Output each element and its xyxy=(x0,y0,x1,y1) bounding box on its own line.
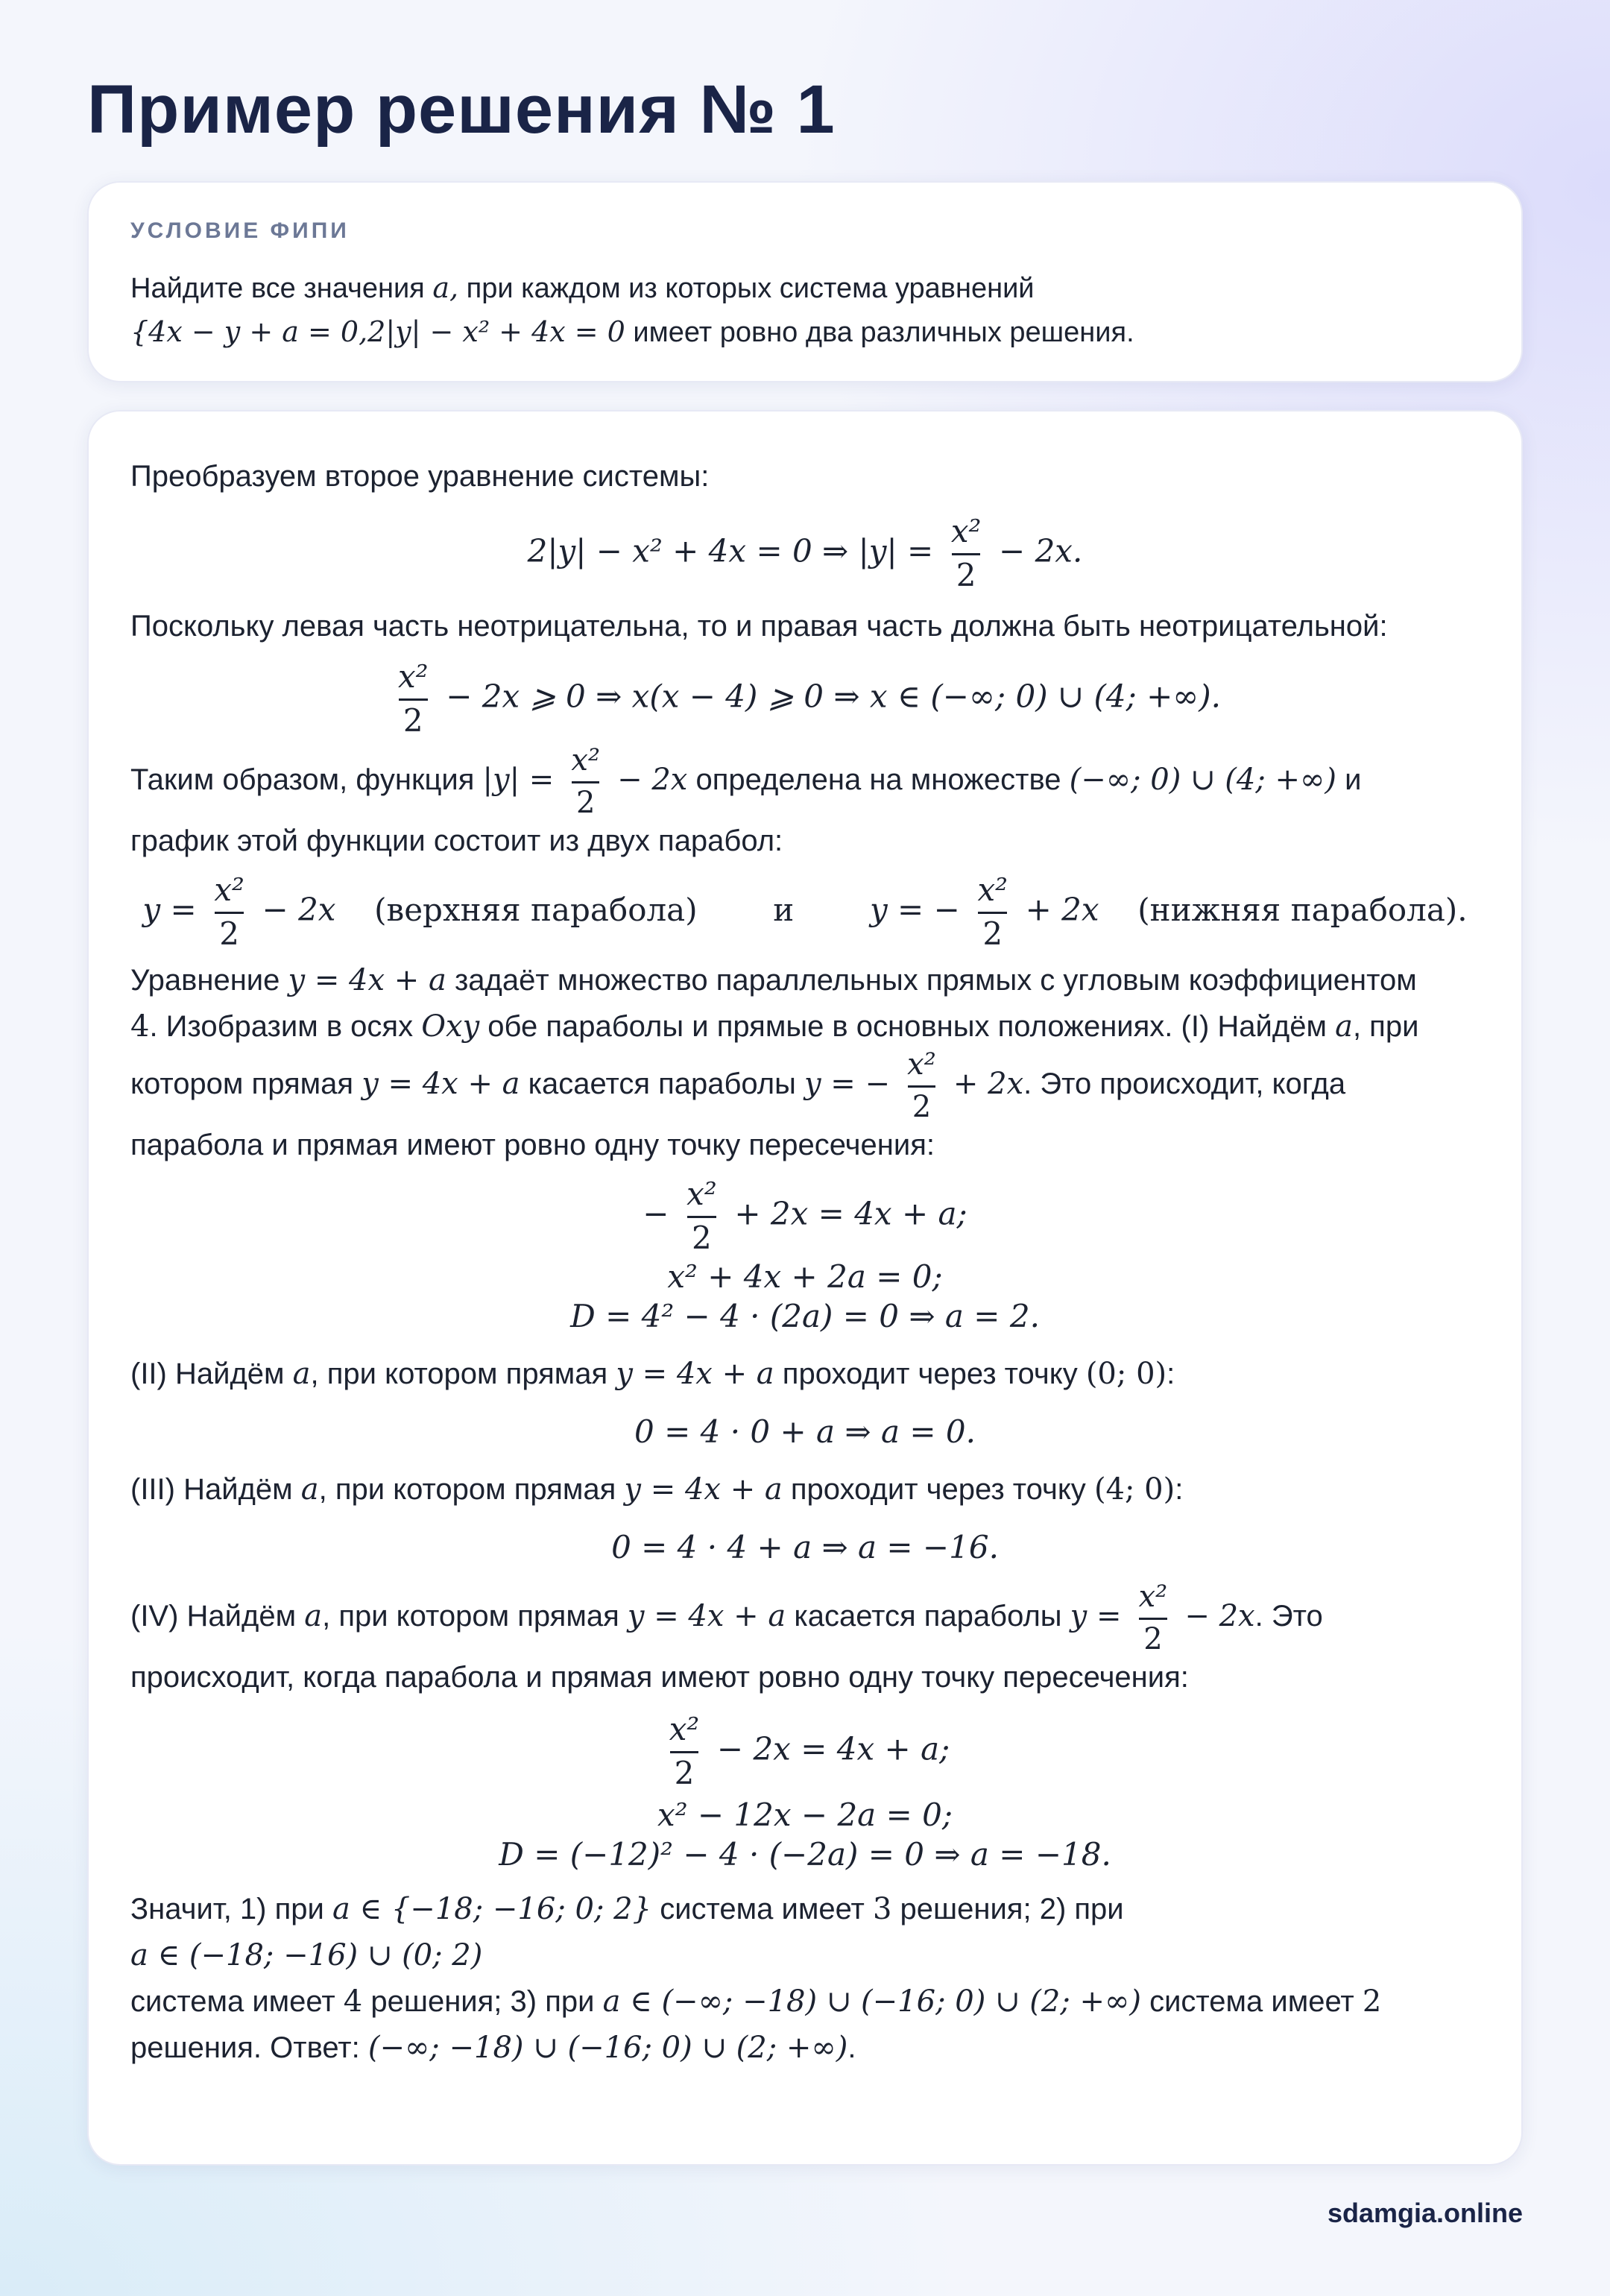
p4-e: , при xyxy=(1352,1010,1419,1043)
p8-m2: 3 xyxy=(872,1892,892,1926)
page-title: Пример решения № 1 xyxy=(87,72,836,148)
eq3-lower: (нижняя парабола). xyxy=(1137,891,1468,928)
p8-d: система имеет xyxy=(130,1985,335,2018)
eq7-2: x² − 12x − 2a = 0; xyxy=(657,1797,953,1833)
p4-m7: + 2x xyxy=(953,1067,1024,1102)
equation-7-3 xyxy=(130,1836,1480,1873)
p4-m1: y = 4x + a xyxy=(288,963,446,997)
eq4-2: x² + 4x + 2a = 0; xyxy=(667,1258,943,1295)
equation-1 xyxy=(130,513,1480,593)
eq5: 0 = 4 · 0 + a ⇒ a = 0. xyxy=(634,1413,976,1450)
p7-d: . Это xyxy=(1254,1600,1323,1633)
solution-p6 xyxy=(130,1466,1480,1513)
fraction-num: x² xyxy=(398,658,429,695)
eq4-1-minus: − xyxy=(643,1195,669,1232)
eq7-1: − 2x = 4x + a; xyxy=(716,1730,950,1767)
fraction-den: 2 xyxy=(399,698,428,737)
condition-text xyxy=(130,266,1480,354)
p4-h: . Это происходит, когда xyxy=(1023,1067,1346,1101)
fraction-den: 2 xyxy=(670,1751,699,1789)
condition-system: {4x − y + a = 0,2|y| − x² + 4x = 0 xyxy=(130,315,625,348)
p4-m3: Oxy xyxy=(421,1009,480,1044)
fraction xyxy=(665,1711,704,1791)
eq1-left: 2|y| − x² + 4x = 0 ⇒ |y| = xyxy=(527,532,934,570)
p8-g: решения. Ответ: xyxy=(130,2031,360,2064)
fraction-den: 2 xyxy=(687,1216,716,1254)
p8-b: система имеет xyxy=(660,1893,865,1926)
fraction xyxy=(973,871,1012,952)
p3-d: график этой функции состоит из двух парабол: xyxy=(130,824,783,857)
fraction-den: 2 xyxy=(1139,1618,1167,1654)
p6-d: : xyxy=(1175,1473,1184,1506)
equation-7-2 xyxy=(130,1797,1480,1833)
p8-h: . xyxy=(847,2031,856,2064)
answer: (−∞; −18) ∪ (−16; 0) ∪ (2; +∞) xyxy=(367,2031,848,2065)
eq7-3: D = (−12)² − 4 · (−2a) = 0 ⇒ a = −18. xyxy=(499,1836,1111,1873)
condition-text-2: при каждом из которых система уравнений xyxy=(466,273,1035,304)
p7-b: , при котором прямая xyxy=(322,1600,619,1633)
solution-p7 xyxy=(130,1582,1480,1700)
eq3-b: + 2x xyxy=(1025,891,1099,928)
p3-a: Таким образом, функция xyxy=(130,763,475,797)
solution-conclusion xyxy=(130,1886,1480,2071)
p6-a: (III) Найдём xyxy=(130,1473,293,1506)
condition-text-1: Найдите все значения xyxy=(130,273,425,304)
solution-p4 xyxy=(130,957,1480,1168)
condition-text-3: имеет ровно два различных решения. xyxy=(633,317,1134,348)
solution-p2: Поскольку левая часть неотрицательна, то и правая часть должна быть неотрицательной: xyxy=(130,610,1388,643)
fraction xyxy=(1134,1582,1172,1654)
p3-b: определена на множестве xyxy=(695,763,1061,797)
site-watermark[interactable]: sdamgia.online xyxy=(1327,2198,1523,2228)
eq2-right: − 2x ⩾ 0 ⇒ x(x − 4) ⩾ 0 ⇒ x ∈ (−∞; 0) ∪ (4; +∞). xyxy=(446,678,1221,715)
eq3-upper: (верхняя парабола) xyxy=(374,891,698,928)
p3-m2: − 2x xyxy=(617,763,688,798)
p5-m3: (0; 0) xyxy=(1085,1357,1167,1391)
p7-m1: a xyxy=(304,1599,323,1634)
solution-p5 xyxy=(130,1351,1480,1397)
p6-b: , при котором прямая xyxy=(318,1473,616,1506)
p4-c: . Изобразим в осях xyxy=(149,1010,414,1043)
p4-m6: y = − xyxy=(804,1067,891,1102)
p8-m4: 4 xyxy=(343,1984,363,2019)
eq3-y: y = xyxy=(142,891,197,928)
p8-m6: 2 xyxy=(1362,1984,1382,2019)
fraction xyxy=(903,1047,941,1124)
fraction-num: x² xyxy=(669,1711,700,1747)
fraction-num: x² xyxy=(950,513,982,549)
p7-e: происходит, когда парабола и прямая имеют ровно одну точку пересечения: xyxy=(130,1661,1189,1694)
p6-m3: (4; 0) xyxy=(1093,1472,1175,1507)
solution-card xyxy=(87,410,1523,2166)
eq1-right: − 2x. xyxy=(999,532,1083,570)
eq3-and: и xyxy=(773,891,795,928)
p7-m2: y = 4x + a xyxy=(627,1599,786,1634)
fraction-den: 2 xyxy=(215,912,244,950)
p6-c: проходит через точку xyxy=(790,1473,1086,1506)
condition-card xyxy=(87,181,1523,382)
p4-m5: y = 4x + a xyxy=(362,1067,520,1102)
p5-c: проходит через точку xyxy=(782,1357,1078,1390)
p5-b: , при котором прямая xyxy=(310,1357,608,1390)
p8-m5: a ∈ (−∞; −18) ∪ (−16; 0) ∪ (2; +∞) xyxy=(602,1984,1141,2019)
fraction-num: x² xyxy=(907,1047,936,1082)
equation-4-2 xyxy=(130,1258,1480,1295)
fraction xyxy=(394,658,433,739)
fraction-den: 2 xyxy=(572,781,599,818)
p8-m3: a ∈ (−18; −16) ∪ (0; 2) xyxy=(130,1938,483,1972)
equation-5 xyxy=(130,1413,1480,1450)
equation-3 xyxy=(130,871,1480,952)
equation-6 xyxy=(130,1529,1480,1565)
fraction xyxy=(209,871,249,952)
p3-c: и xyxy=(1345,763,1362,797)
eq3-a: − 2x xyxy=(262,891,336,928)
p7-m3: y = xyxy=(1070,1599,1122,1634)
fraction xyxy=(566,745,604,818)
fraction-den: 2 xyxy=(978,912,1007,950)
p4-b: задаёт множество параллельных прямых с угловым коэффициентом xyxy=(454,964,1417,997)
fraction-den: 2 xyxy=(908,1085,935,1122)
p4-i: парабола и прямая имеют ровно одну точку пересечения: xyxy=(130,1129,935,1161)
p3-m3: (−∞; 0) ∪ (4; +∞) xyxy=(1069,763,1336,798)
equation-4-3 xyxy=(130,1298,1480,1334)
fraction xyxy=(682,1176,722,1256)
p8-f: система имеет xyxy=(1149,1985,1354,2018)
p4-a: Уравнение xyxy=(130,964,280,997)
fraction xyxy=(947,513,986,593)
equation-7-1 xyxy=(130,1711,1480,1791)
fraction-num: x² xyxy=(571,743,600,778)
fraction-num: x² xyxy=(1138,1580,1168,1614)
p8-c: решения; 2) при xyxy=(900,1893,1124,1926)
p5-d: : xyxy=(1167,1357,1175,1390)
eq4-1: + 2x = 4x + a; xyxy=(734,1195,967,1232)
p3-m1: |y| = xyxy=(482,763,555,798)
p6-m2: y = 4x + a xyxy=(624,1472,783,1507)
fraction-num: x² xyxy=(686,1176,717,1212)
p4-m4: a xyxy=(1335,1009,1353,1044)
fraction-num: x² xyxy=(977,871,1008,908)
p4-m2: 4 xyxy=(130,1009,150,1044)
p6-m1: a xyxy=(300,1472,319,1507)
eq3-y2: y = − xyxy=(869,891,960,928)
p8-e: решения; 3) при xyxy=(370,1985,595,2018)
eq6: 0 = 4 · 4 + a ⇒ a = −16. xyxy=(611,1529,999,1565)
p7-a: (IV) Найдём xyxy=(130,1600,297,1633)
p4-g: касается параболы xyxy=(528,1067,796,1101)
p5-m1: a xyxy=(292,1357,311,1391)
eq4-3: D = 4² − 4 · (2a) = 0 ⇒ a = 2. xyxy=(570,1298,1040,1334)
equation-2 xyxy=(130,658,1480,739)
p4-d: обе параболы и прямые в основных положениях. (I) Найдём xyxy=(487,1010,1327,1043)
p7-c: касается параболы xyxy=(794,1600,1062,1633)
p8-a: Значит, 1) при xyxy=(130,1893,324,1926)
solution-p3 xyxy=(130,745,1480,864)
condition-label: УСЛОВИЕ ФИПИ xyxy=(130,218,350,243)
fraction-den: 2 xyxy=(952,553,981,591)
condition-var-a: a, xyxy=(432,271,459,304)
equation-4-1 xyxy=(130,1176,1480,1256)
solution-p1: Преобразуем второе уравнение системы: xyxy=(130,460,710,493)
p5-m2: y = 4x + a xyxy=(616,1357,774,1391)
p8-m1: a ∈ {−18; −16; 0; 2} xyxy=(332,1892,652,1926)
fraction-num: x² xyxy=(214,871,244,908)
p4-f: котором прямая xyxy=(130,1067,354,1101)
p5-a: (II) Найдём xyxy=(130,1357,285,1390)
p7-m4: − 2x xyxy=(1184,1599,1255,1634)
